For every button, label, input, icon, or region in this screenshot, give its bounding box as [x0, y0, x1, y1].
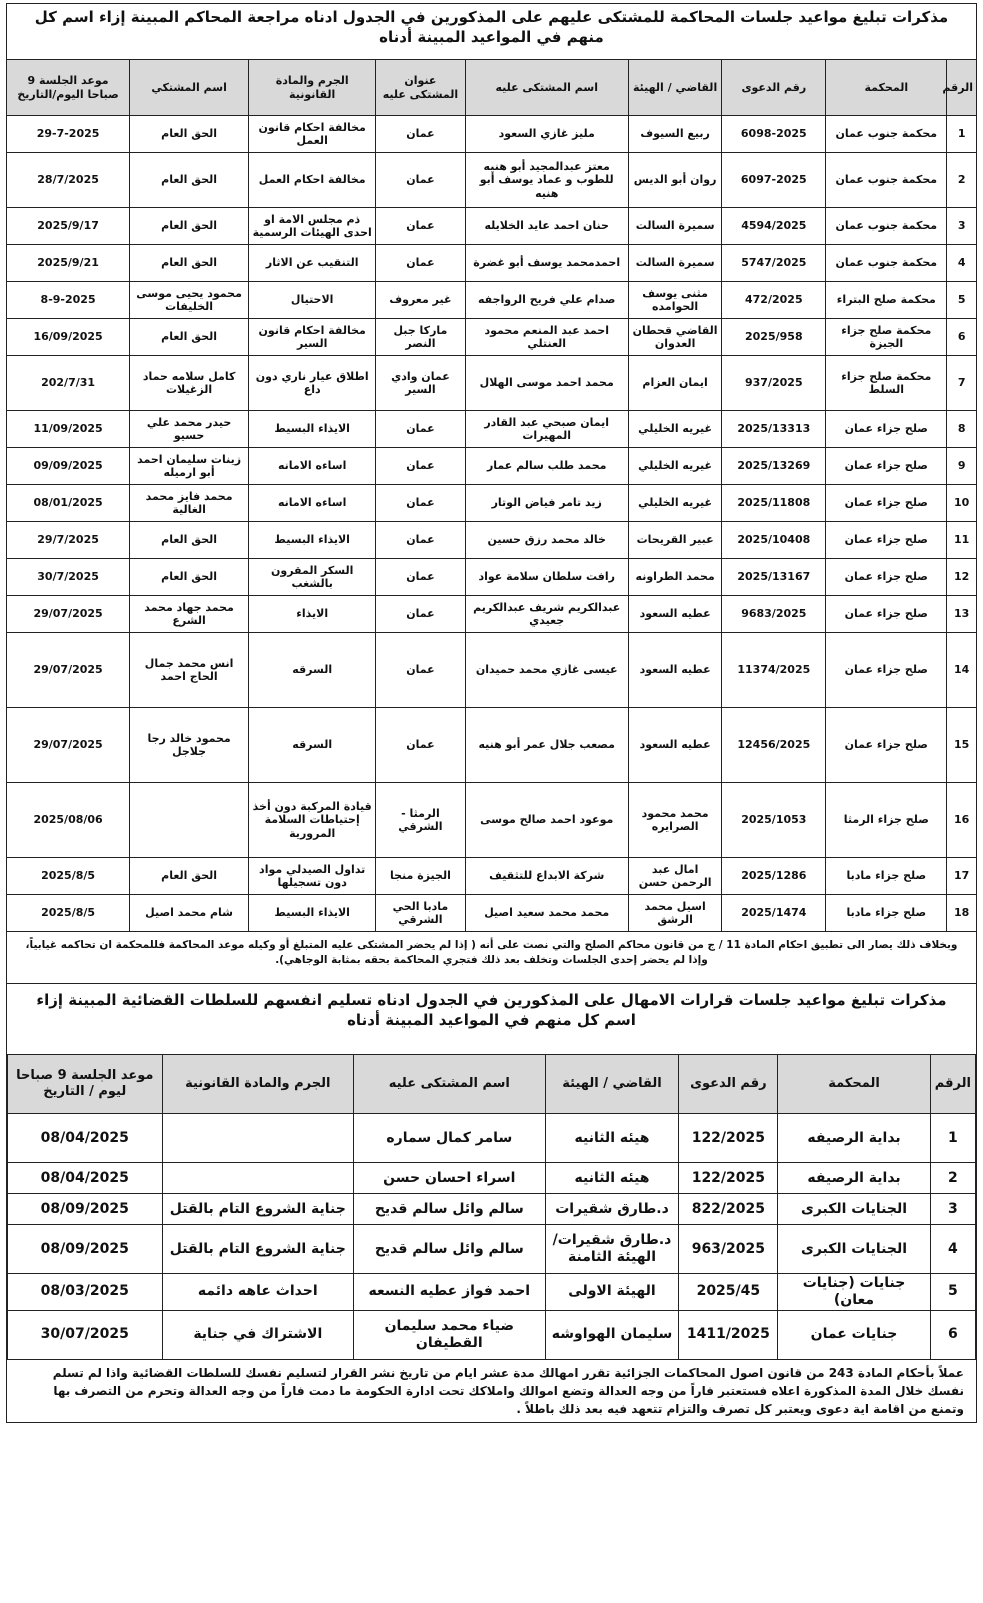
table-cell: حنان احمد عايد الخلايله	[465, 208, 628, 245]
table-cell: عمان	[376, 559, 465, 596]
section1-title: مذكرات تبليغ مواعيد جلسات المحاكمة للمشتكى عليهم على المذكورين في الجدول ادناه مراجعة المحاكم المبينة إزاء اسم كل منهم في المواعيد المبينة أدناه	[34, 8, 949, 47]
table-cell: محكمة صلح جزاء الجيزة	[826, 319, 947, 356]
table-cell: 1	[947, 116, 977, 153]
col-header: رقم الدعوى	[679, 1055, 778, 1114]
table-cell: 2025/8/5	[7, 858, 130, 895]
table-cell: 2025/13269	[722, 448, 826, 485]
table-cell: 2025/1286	[722, 858, 826, 895]
table-cell: 09/09/2025	[7, 448, 130, 485]
table-cell: عمان وادي السير	[376, 356, 465, 411]
table-cell: سليمان الهواوشه	[545, 1310, 679, 1359]
table-cell: 2025/9/17	[7, 208, 130, 245]
table-cell: 8	[947, 411, 977, 448]
table-cell: صلح جزاء عمان	[826, 485, 947, 522]
table-cell: محكمة جنوب عمان	[826, 245, 947, 282]
section1-note: وبخلاف ذلك يصار الى تطبيق احكام المادة 11 / ج من قانون محاكم الصلح والتي نصت على أنه ( إذا لم يحضر المشتكى عليه المتبلغ أو وكيله موعد المحاكمة فللمحكمة ان تحاكمه غيابياً، وإذا لم يحضر إحدى الجلسات وتخلف بعد ذلك فتجري المحاكمة بحقه بمثابة الوجاهي).	[6, 932, 977, 984]
table-cell	[162, 1163, 354, 1194]
table-cell: احمدمحمد يوسف أبو غضرة	[465, 245, 628, 282]
table-cell: معتز عبدالمجيد أبو هنيه للطوب و عماد يوسف أبو هنيه	[465, 153, 628, 208]
table-cell: عمان	[376, 633, 465, 708]
col-header: القاضي / الهيئة	[545, 1055, 679, 1114]
table-cell: 08/03/2025	[8, 1274, 163, 1311]
table-cell: عمان	[376, 411, 465, 448]
table-cell: الحق العام	[130, 858, 249, 895]
table-cell: محكمة صلح البتراء	[826, 282, 947, 319]
table-cell: 8-9-2025	[7, 282, 130, 319]
table-cell: 28/7/2025	[7, 153, 130, 208]
table-cell: 3	[947, 208, 977, 245]
table-row	[7, 559, 977, 596]
table-cell: الحق العام	[130, 522, 249, 559]
table-cell: شام محمد اصيل	[130, 895, 249, 932]
table-row	[7, 282, 977, 319]
table-cell: 2025/8/5	[7, 895, 130, 932]
table-cell: اساءه الامانه	[249, 448, 376, 485]
table-cell: 12456/2025	[722, 708, 826, 783]
table-cell: د.طارق شقيرات	[545, 1194, 679, 1225]
table-cell: 2	[930, 1163, 975, 1194]
table-cell: 08/09/2025	[8, 1225, 163, 1274]
table-cell: مخالفة احكام قانون العمل	[249, 116, 376, 153]
table-cell: 2025/9/21	[7, 245, 130, 282]
table-cell: محمود خالد رجا جلاجل	[130, 708, 249, 783]
table-cell: الجنايات الكبرى	[778, 1225, 930, 1274]
table-cell: صلح جزاء عمان	[826, 522, 947, 559]
table-cell: 2025/1474	[722, 895, 826, 932]
table-cell: عمان	[376, 596, 465, 633]
table-cell: جناية الشروع التام بالقتل	[162, 1194, 354, 1225]
table-header-row	[8, 1055, 976, 1114]
trial-sessions-table	[6, 59, 977, 932]
table-header-row	[7, 60, 977, 116]
table-cell: محمد فايز محمد الغالية	[130, 485, 249, 522]
grace-period-body	[8, 1114, 976, 1360]
table-cell: 17	[947, 858, 977, 895]
table-cell: 822/2025	[679, 1194, 778, 1225]
table-cell: الهيئة الاولى	[545, 1274, 679, 1311]
table-row	[7, 319, 977, 356]
table-cell: صلح جزاء مادبا	[826, 858, 947, 895]
table-cell: محمد محمد سعيد اصيل	[465, 895, 628, 932]
table-cell: 29/07/2025	[7, 633, 130, 708]
col-header: القاضي / الهيئة	[628, 60, 721, 116]
table-cell: عبدالكريم شريف عبدالكريم جعيدي	[465, 596, 628, 633]
table-cell: ذم مجلس الامة او احدى الهيئات الرسمية	[249, 208, 376, 245]
table-row	[7, 411, 977, 448]
table-cell: بداية الرصيفه	[778, 1163, 930, 1194]
table-cell: جنايات (جنايات معان)	[778, 1274, 930, 1311]
table-cell: محمد جهاد محمد الشرع	[130, 596, 249, 633]
table-cell: 08/09/2025	[8, 1194, 163, 1225]
section2	[6, 984, 977, 1423]
table-cell: 122/2025	[679, 1163, 778, 1194]
table-cell: محمد طلب سالم عمار	[465, 448, 628, 485]
table-cell: مثنى يوسف الحوامده	[628, 282, 721, 319]
table-cell: سامر كمال سماره	[354, 1114, 546, 1163]
table-cell: انس محمد جمال الحاج احمد	[130, 633, 249, 708]
table-cell: 122/2025	[679, 1114, 778, 1163]
table-cell: عمان	[376, 208, 465, 245]
table-cell: عطيه السعود	[628, 708, 721, 783]
table-cell: مخالفة احكام قانون السير	[249, 319, 376, 356]
table-row	[7, 153, 977, 208]
table-cell: 2025/958	[722, 319, 826, 356]
table-cell: اساءه الامانه	[249, 485, 376, 522]
table-cell: سالم وائل سالم قديح	[354, 1194, 546, 1225]
table-cell: الاحتيال	[249, 282, 376, 319]
table-cell: جناية الشروع التام بالقتل	[162, 1225, 354, 1274]
table-cell: محمد احمد موسى الهلال	[465, 356, 628, 411]
table-row	[7, 208, 977, 245]
table-cell: 5	[930, 1274, 975, 1311]
table-cell: 6	[930, 1310, 975, 1359]
col-header: المحكمة	[826, 60, 947, 116]
table-cell: عمان	[376, 116, 465, 153]
table-cell: 2	[947, 153, 977, 208]
col-header: موعد الجلسة 9 صباحا اليوم/التاريخ	[7, 60, 130, 116]
table-cell: الحق العام	[130, 153, 249, 208]
table-cell: خالد محمد رزق حسين	[465, 522, 628, 559]
table-cell: ربيع السيوف	[628, 116, 721, 153]
table-cell: 2025/08/06	[7, 783, 130, 858]
table-cell: 472/2025	[722, 282, 826, 319]
table-cell: 2025/45	[679, 1274, 778, 1311]
table-row	[7, 485, 977, 522]
table-cell: غيريه الخليلي	[628, 485, 721, 522]
table-cell: اسيل محمد الرشق	[628, 895, 721, 932]
table-cell: 11374/2025	[722, 633, 826, 708]
table-row	[7, 858, 977, 895]
table-cell	[162, 1114, 354, 1163]
table-cell: جنايات عمان	[778, 1310, 930, 1359]
col-header: اسم المشتكى عليه	[354, 1055, 546, 1114]
table-cell: 15	[947, 708, 977, 783]
table-row	[7, 895, 977, 932]
col-header: عنوان المشتكى عليه	[376, 60, 465, 116]
table-cell: روان أبو الديس	[628, 153, 721, 208]
table-cell: 2025/11808	[722, 485, 826, 522]
table-cell: صلح جزاء عمان	[826, 708, 947, 783]
table-cell: مصعب جلال عمر أبو هنيه	[465, 708, 628, 783]
table-cell: 12	[947, 559, 977, 596]
table-cell: السكر المقرون بالشغب	[249, 559, 376, 596]
col-header: رقم الدعوى	[722, 60, 826, 116]
table-cell: صلح جزاء عمان	[826, 596, 947, 633]
table-cell: صلح جزاء عمان	[826, 559, 947, 596]
table-cell: هيئه الثانيه	[545, 1163, 679, 1194]
table-cell: 08/01/2025	[7, 485, 130, 522]
table-cell: 08/04/2025	[8, 1163, 163, 1194]
table-cell: 7	[947, 356, 977, 411]
table-cell: 14	[947, 633, 977, 708]
table-cell: زيد تامر فياض الوتار	[465, 485, 628, 522]
table-cell: 2025/13313	[722, 411, 826, 448]
table-cell: الايذاء البسيط	[249, 522, 376, 559]
table-cell: 4594/2025	[722, 208, 826, 245]
table-cell: 2025/1053	[722, 783, 826, 858]
table-cell: غيريه الخليلي	[628, 448, 721, 485]
section2-title: مذكرات تبليغ مواعيد جلسات قرارات الامهال على المذكورين في الجدول ادناه تسليم انفسهم للسلطات القضائية المبينة إزاء اسم كل منهم في المواعيد المبينة أدناه	[36, 991, 947, 1030]
table-cell: محمود يحيى موسى الخليفات	[130, 282, 249, 319]
table-cell: القاضي قحطان العدوان	[628, 319, 721, 356]
table-cell: عمان	[376, 708, 465, 783]
table-cell: د.طارق شقيرات/ الهيئة الثامنة	[545, 1225, 679, 1274]
table-cell: 2025/10408	[722, 522, 826, 559]
table-cell: 29/07/2025	[7, 708, 130, 783]
section1	[6, 3, 977, 984]
table-cell: محمد محمود الصرايره	[628, 783, 721, 858]
grace-period-table	[7, 1054, 976, 1360]
col-header: اسم المشتكي	[130, 60, 249, 116]
table-cell: السرقه	[249, 708, 376, 783]
table-cell: 5747/2025	[722, 245, 826, 282]
table-cell: الحق العام	[130, 559, 249, 596]
table-cell: 4	[947, 245, 977, 282]
table-cell: 4	[930, 1225, 975, 1274]
table-cell: 1411/2025	[679, 1310, 778, 1359]
table-cell: الايذاء البسيط	[249, 411, 376, 448]
table-cell: الاشتراك في جناية	[162, 1310, 354, 1359]
table-cell: 6097-2025	[722, 153, 826, 208]
col-header: المحكمة	[778, 1055, 930, 1114]
table-cell: الجنايات الكبرى	[778, 1194, 930, 1225]
table-cell: سميرة السالت	[628, 208, 721, 245]
table-row	[7, 356, 977, 411]
table-cell: صلح جزاء الرمثا	[826, 783, 947, 858]
table-cell: مادبا الحي الشرقي	[376, 895, 465, 932]
table-cell: 29/7/2025	[7, 522, 130, 559]
table-row	[7, 708, 977, 783]
table-cell: الحق العام	[130, 208, 249, 245]
table-cell: 13	[947, 596, 977, 633]
table-cell: ضياء محمد سليمان القطيفان	[354, 1310, 546, 1359]
table-cell: تداول الصيدلي مواد دون تسجيلها	[249, 858, 376, 895]
table-cell: محكمة جنوب عمان	[826, 208, 947, 245]
table-cell: عطيه السعود	[628, 596, 721, 633]
table-cell: اطلاق عيار ناري دون داع	[249, 356, 376, 411]
table-cell: التنقيب عن الاثار	[249, 245, 376, 282]
table-cell: 2025/13167	[722, 559, 826, 596]
table-cell: 963/2025	[679, 1225, 778, 1274]
table-cell: 10	[947, 485, 977, 522]
table-cell: الجيزة منجا	[376, 858, 465, 895]
table-cell: عمان	[376, 485, 465, 522]
table-cell: اسراء احسان حسن	[354, 1163, 546, 1194]
table-cell	[130, 783, 249, 858]
table-cell: 30/07/2025	[8, 1310, 163, 1359]
table-cell: 29/07/2025	[7, 596, 130, 633]
table-cell: 937/2025	[722, 356, 826, 411]
col-header: الجرم والمادة القانونية	[162, 1055, 354, 1114]
table-row	[7, 522, 977, 559]
table-cell: عبير القريحات	[628, 522, 721, 559]
table-cell: ايمان صبحي عبد القادر المهيرات	[465, 411, 628, 448]
table-cell: عمان	[376, 448, 465, 485]
table-cell: احمد عبد المنعم محمود العنتلي	[465, 319, 628, 356]
table-cell: صدام علي فريح الرواجفه	[465, 282, 628, 319]
table-row	[7, 783, 977, 858]
table-cell: شركة الابداع للتثقيف	[465, 858, 628, 895]
col-header: الرقم	[930, 1055, 975, 1114]
table-row	[8, 1310, 976, 1359]
table-cell: 3	[930, 1194, 975, 1225]
table-cell: الحق العام	[130, 116, 249, 153]
trial-sessions-body	[7, 116, 977, 932]
table-row	[8, 1163, 976, 1194]
table-row	[8, 1114, 976, 1163]
table-cell: 202/7/31	[7, 356, 130, 411]
table-cell: قيادة المركبة دون أخذ إحتياطات السلامة المرورية	[249, 783, 376, 858]
table-cell: هيئه الثانيه	[545, 1114, 679, 1163]
newspaper-notice-page	[6, 3, 977, 1597]
section2-note: عملاً بأحكام المادة 243 من قانون اصول المحاكمات الجزائية تقرر امهالك مدة عشر ايام من تاريخ نشر القرار لتسليم نفسك للسلطات القضائية واذا لم تسلم نفسك خلال المدة المذكورة اعلاه فستعتبر فاراً من وجه العدالة وتضع اموالك واملاكك تحت ادارة الحكومة ما دمت فاراً من وجه العدالة وتحرم من التصرف بها وتمنع من اقامة اية دعوى ويعتبر كل تصرف والتزام تتعهد فيه بعد ذلك باطلاً .	[52, 1365, 964, 1416]
table-cell: سميرة السالت	[628, 245, 721, 282]
table-cell: احداث عاهه دائمه	[162, 1274, 354, 1311]
table-cell: 6	[947, 319, 977, 356]
col-header: الرقم	[947, 60, 977, 116]
table-cell: زينات سليمان احمد أبو ارميله	[130, 448, 249, 485]
table-cell: 16/09/2025	[7, 319, 130, 356]
table-row	[7, 596, 977, 633]
table-cell: محمد الطراونه	[628, 559, 721, 596]
table-cell: الحق العام	[130, 319, 249, 356]
table-cell: 6098-2025	[722, 116, 826, 153]
table-cell: بداية الرصيفه	[778, 1114, 930, 1163]
table-cell: 30/7/2025	[7, 559, 130, 596]
table-cell: ماركا جبل النصر	[376, 319, 465, 356]
table-cell: عمان	[376, 153, 465, 208]
table-cell: صلح جزاء عمان	[826, 411, 947, 448]
table-cell: امال عبد الرحمن حسن	[628, 858, 721, 895]
table-cell: الرمثا - الشرقي	[376, 783, 465, 858]
table-cell: الحق العام	[130, 245, 249, 282]
table-cell: ايمان العزام	[628, 356, 721, 411]
table-cell: احمد فواز عطيه النسعه	[354, 1274, 546, 1311]
col-header: موعد الجلسة 9 صباحا ليوم / التاريخ	[8, 1055, 163, 1114]
table-cell: 11/09/2025	[7, 411, 130, 448]
table-cell: سالم وائل سالم قديح	[354, 1225, 546, 1274]
table-row	[7, 245, 977, 282]
table-cell: حيدر محمد علي حسيو	[130, 411, 249, 448]
table-row	[8, 1194, 976, 1225]
table-cell: عيسى غازي محمد حميدان	[465, 633, 628, 708]
table-cell: رافت سلطان سلامة عواد	[465, 559, 628, 596]
table-cell: مخالفة احكام العمل	[249, 153, 376, 208]
table-cell: محكمة جنوب عمان	[826, 153, 947, 208]
table-cell: عمان	[376, 522, 465, 559]
table-cell: مليز غازي السعود	[465, 116, 628, 153]
table-cell: عطيه السعود	[628, 633, 721, 708]
table-cell: صلح جزاء عمان	[826, 633, 947, 708]
table-cell: محكمة جنوب عمان	[826, 116, 947, 153]
table-cell: 1	[930, 1114, 975, 1163]
table-cell: 16	[947, 783, 977, 858]
col-header: الجرم والمادة القانونية	[249, 60, 376, 116]
table-cell: الايذاء	[249, 596, 376, 633]
table-row	[7, 633, 977, 708]
table-cell: صلح جزاء مادبا	[826, 895, 947, 932]
table-cell: موعود احمد صالح موسى	[465, 783, 628, 858]
table-cell: 08/04/2025	[8, 1114, 163, 1163]
col-header: اسم المشتكى عليه	[465, 60, 628, 116]
table-cell: محكمة صلح جزاء السلط	[826, 356, 947, 411]
table-row	[7, 448, 977, 485]
table-cell: الايذاء البسيط	[249, 895, 376, 932]
table-cell: 5	[947, 282, 977, 319]
table-cell: صلح جزاء عمان	[826, 448, 947, 485]
table-cell: 29-7-2025	[7, 116, 130, 153]
table-cell: غيريه الخليلي	[628, 411, 721, 448]
table-cell: السرقه	[249, 633, 376, 708]
table-cell: غير معروف	[376, 282, 465, 319]
table-cell: 11	[947, 522, 977, 559]
table-cell: 18	[947, 895, 977, 932]
table-cell: 9	[947, 448, 977, 485]
table-cell: 9683/2025	[722, 596, 826, 633]
table-row	[8, 1274, 976, 1311]
table-cell: كامل سلامه حماد الزغيلات	[130, 356, 249, 411]
table-cell: عمان	[376, 245, 465, 282]
table-row	[7, 116, 977, 153]
table-row	[8, 1225, 976, 1274]
